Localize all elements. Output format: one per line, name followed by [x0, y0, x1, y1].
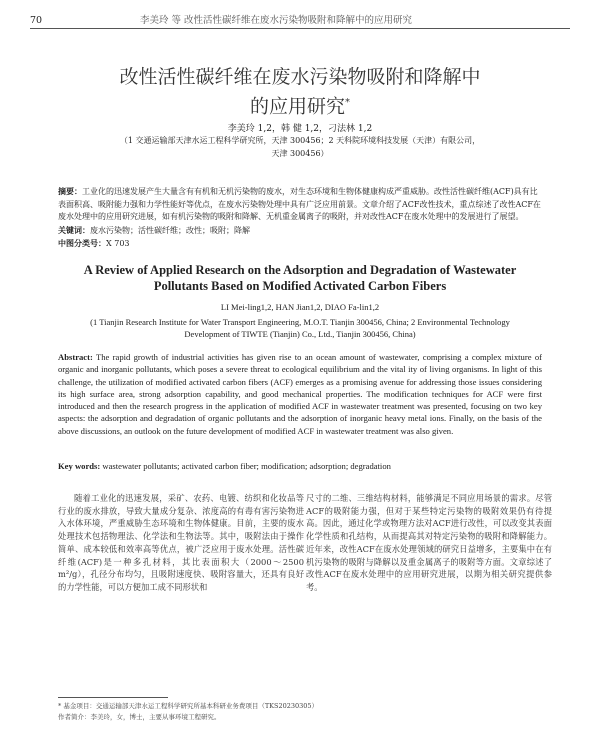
clc-text: X 703: [106, 239, 130, 248]
footnote-rule: [58, 697, 168, 698]
clc-number: [58, 237, 542, 251]
chinese-abstract: [58, 185, 542, 224]
body-column-left: 随着工业化的迅速发展，采矿、农药、电镀、纺织和化妆品等行业的废水排放，导致大量成分复杂、浓度高的有毒有害污染物进入水体环境，严重威胁生态环境和生物体健康。目前，主要的废水处理技术包括物理法、化学法和生物法等。其中，吸附法由于操作简单、成本较低和效率高等优点，被广泛应用于废水处理。活性碳纤维(ACF)是一种多孔材料，其比表面积大（2000～2500 m²/g），孔径分布均匀，且吸附速度快、吸附容量大，还具有良好的力学性能，可以方便加工成不同形状和: [58, 493, 304, 592]
footnote-fund: * 基金项目：交通运输部天津水运工程科学研究所基本科研业务费项目（TKS20230305）: [58, 702, 319, 710]
english-title: [40, 262, 560, 294]
chinese-authors: 李美玲 1,2，韩 健 1,2，刁法林 1,2: [227, 124, 373, 134]
english-keywords-text: wastewater pollutants; activated carbon fiber; modification; adsorption; degradation: [102, 461, 391, 471]
running-head-text: 李美玲 等 改性活性碳纤维在废水污染物吸附和降解中的应用研究: [140, 15, 413, 26]
chinese-keywords-label: 关键词：: [58, 224, 90, 235]
english-abstract-label: Abstract:: [58, 352, 93, 362]
chinese-abstract-block: [58, 185, 542, 251]
chinese-affiliation: [50, 134, 550, 160]
chinese-title: [40, 64, 560, 119]
chinese-affiliation-line-1: （1 交通运输部天津水运工程科学研究所，天津 300456；2 天科院环境科技发展（天津）有限公司，: [119, 136, 481, 145]
english-abstract: [58, 351, 542, 437]
english-keywords-label: Key words:: [58, 461, 101, 471]
chinese-keywords-text: 废水污染物；活性碳纤维；改性；吸附；降解: [90, 225, 250, 235]
chinese-title-line-1: 改性活性碳纤维在废水污染物吸附和降解中: [119, 66, 481, 88]
chinese-abstract-text: 工业化的迅速发展产生大量含有有机和无机污染物的废水，对生态环境和生物体健康构成严重威胁。改性活性碳纤维(ACF)具有比表面积高、吸附能力强和力学性能好等优点，在废水污染物处理中具有广泛应用前景。文章介绍了ACF改性技术，重点综述了改性ACF在废水处理中的应用研究进展，如有机污染物的吸附和降解、无机重金属离子的吸附，并对改性ACF在废水处理中的发展进行了展望。: [58, 187, 541, 221]
page-number: 70: [30, 15, 43, 26]
english-authors: LI Mei-ling1,2, HAN Jian1,2, DIAO Fa-lin1,2: [220, 302, 380, 312]
header-rule: [30, 28, 570, 29]
english-abstract-text: The rapid growth of industrial activities has given rise to an ocean amount of wastewater, comprising a complex mixture of organic and inorganic pollutants, which poses a severe threat to ecological equilibrium and the vital ity of living organisms. In light of this challenge, the utilization of modified activated carbon fibers (ACF) emerges as a promising avenue for addressing those issues considering its high surface area, strong adsorption capability, and good mechanical properties. The modification techniques for ACF were first introduced and then the research progress in the application of modified ACF in wastewater treatment was presented, focusing on two key aspects: the adsorption and degradation of organic pollutants and the adsorption of inorganic heavy metal ions. Finally, on the basis of the above discussions, an outlook on the future development of modified ACF in wastewater treatment was also given.: [58, 352, 542, 436]
english-affiliation-line-1: (1 Tianjin Research Institute for Water Transport Engineering, M.O.T. Tianjin 300456, China; 2 Environmental Technology: [90, 317, 510, 327]
chinese-keywords: [58, 224, 542, 238]
chinese-title-line-2: 的应用研究: [249, 95, 345, 118]
running-head: [30, 12, 570, 26]
chinese-affiliation-line-2: 天津 300456）: [271, 149, 329, 158]
chinese-abstract-label: 摘要：: [58, 186, 82, 196]
english-title-line-1: A Review of Applied Research on the Adsorption and Degradation of Wastewater: [83, 263, 517, 277]
english-keywords: [58, 461, 542, 471]
footnote-author: 作者简介：李美玲，女，博士，主要从事环境工程研究。: [58, 713, 221, 721]
english-affiliation-line-2: Development of TIWTE (Tianjin) Co., Ltd., Tianjin 300456, China): [184, 329, 416, 339]
clc-label: 中图分类号：: [58, 238, 106, 248]
english-title-line-2: Pollutants Based on Modified Activated Carbon Fibers: [153, 279, 447, 293]
english-affiliation: [60, 316, 540, 340]
body-column-right: 尺寸的二维、三维结构材料，能够满足不同应用场景的需求。尽管ACF的吸附能力强，但对于某些特定污染物的吸附效果仍有待提高。因此，通过化学或物理方法对ACF进行改性，可以改变其表面化学性质和孔结构，从而提高其对特定污染物的吸附和降解能力。近年来，改性ACF在废水处理领域的研究日益增多，主要集中在有机污染物的吸附与降解以及重金属离子的吸附等方面。文章综述了改性ACF在废水处理中的应用研究进展，以期为相关研究提供参考。: [306, 493, 552, 592]
title-footnote-mark: *: [345, 97, 350, 108]
